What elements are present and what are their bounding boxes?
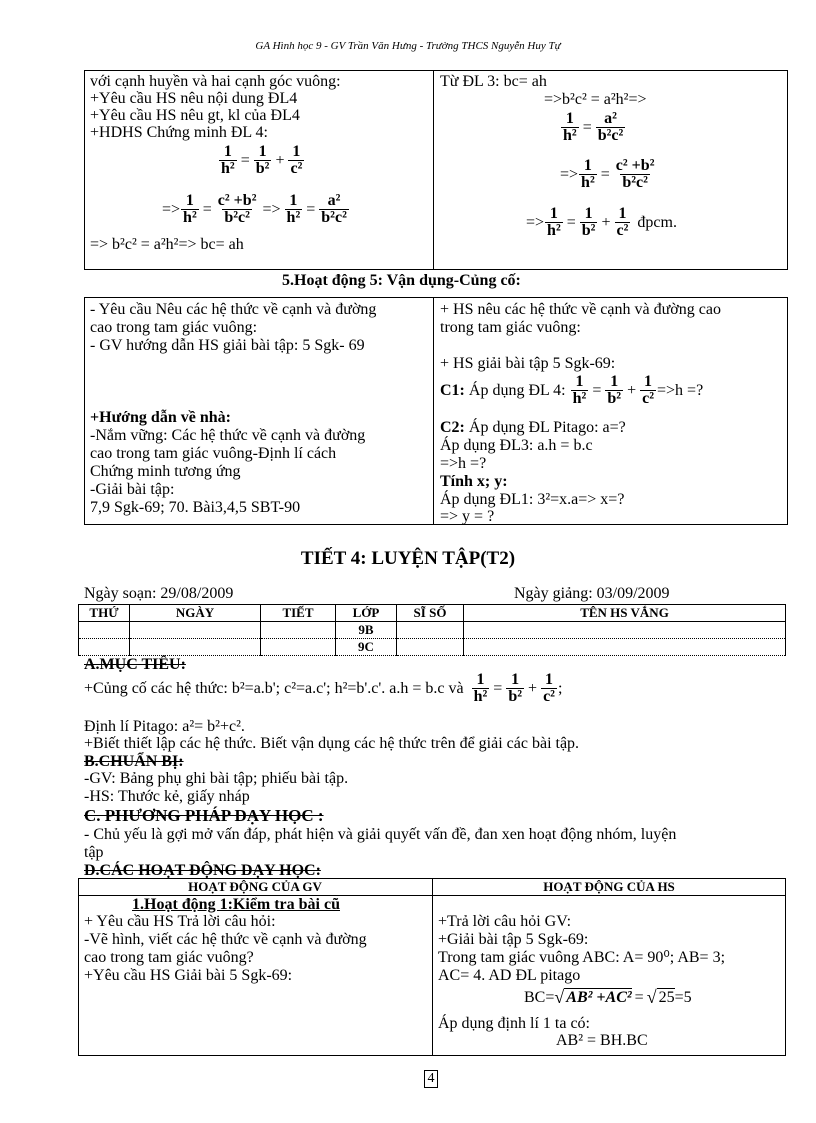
proof-right-line-2: =>b²c² = a²h²=> [544,91,647,108]
date-prepared: Ngày soạn: 29/08/2009 [84,585,234,602]
activity-1-title: 1.Hoạt động 1:Kiểm tra bài cũ [132,896,340,913]
formula-right-1: $\frac{1}{\text{h²}}$ = $\frac{\text{a²}}{\text{b²c²}}$ [563,110,624,144]
col-lop: LỚP [336,605,397,622]
a5-right-line-6: Áp dụng ĐL3: a.h = b.c [440,437,593,454]
a1-right-line-1: +Trả lời câu hỏi GV: [438,913,572,930]
a1-right-line-4: AC= 4. AD ĐL pitago [438,967,581,984]
activity-1-right [438,914,784,1054]
a5-left-line-3: - GV hướng dẫn HS giải bài tập: 5 Sgk- 69 [90,337,365,354]
formula-proof-step: => $\frac{1}{\text{h²}}$ = $\frac{\text{c² +b²}}{\text{b²c²}}$ => $\frac{1}{\text{h²}}$ = $\frac{\text{a²}}{\text{b²c²}}$ [162,192,347,226]
section-c-line-1: - Chủ yếu là gợi mở vấn đáp, phát hiện và giải quyết vấn đề, đan xen hoạt động nhóm, luyện [84,826,677,843]
proof-left-line-3: +Yêu cầu HS nêu gt, kl của ĐL4 [90,107,300,124]
a1-right-line-6: Áp dụng định lí 1 ta có: [438,1015,590,1032]
head-gv: HOẠT ĐỘNG CỦA GV [188,879,322,894]
bc-formula: BC= √ AB² +AC² = √ 25 =5 [524,987,692,1007]
a5-left-line-7: Chứng minh tương ứng [90,463,241,480]
homework-heading: +Hướng dẫn về nhà: [90,409,231,426]
a5-right-line-9: Áp dụng ĐL1: 3²=x.a=> x=? [440,491,625,508]
a5-left-line-9: 7,9 Sgk-69; 70. Bài3,4,5 SBT-90 [90,499,301,516]
date-teaching: Ngày giảng: 03/09/2009 [514,585,670,602]
class-cell: 9B [336,622,397,639]
page-number: 4 [424,1070,438,1088]
section-d-title: D.CÁC HOẠT ĐỘNG DẠY HỌC: [84,862,321,879]
table-row [79,622,786,639]
attendance-table [78,604,786,656]
a5-right-line-7: =>h =? [440,455,487,472]
a5-right-line-10: => y = ? [440,508,495,525]
c1-formula: C1: Áp dụng ĐL 4: $\frac{1}{\text{h²}}$ = $\frac{1}{\text{b²}}$ + $\frac{1}{\text{c²}}$ =>h =? [440,373,704,407]
a5-left-line-2: cao trong tam giác vuông: [90,319,258,336]
a1-right-line-7: AB² = BH.BC [556,1032,648,1049]
proof-left-column [90,74,430,268]
lesson-title: TIẾT 4: LUYỆN TẬP(T2) [300,548,516,569]
proof-right-line-1: Từ ĐL 3: bc= ah [440,73,547,90]
a5-left-line-8: -Giải bài tập: [90,481,175,498]
c2-line: C2: Áp dụng ĐL Pitago: a=? [440,419,626,436]
page-header: GA Hình học 9 - GV Trần Văn Hưng - Trường THCS Nguyễn Huy Tự [255,40,561,52]
formula-theorem-4: $\frac{1}{\text{h²}}$ = $\frac{1}{\text{b²}}$ + $\frac{1}{\text{c²}}$ [221,143,303,177]
a1-left-line-2: -Vẽ hình, viết các hệ thức về cạnh và đường [84,931,367,948]
tinh-xy-heading: Tính x; y: [440,473,508,490]
col-thu: THỨ [79,605,130,622]
proof-left-line-2: +Yêu cầu HS nêu nội dung ĐL4 [90,90,298,107]
formula-right-3: => $\frac{1}{\text{h²}}$ = $\frac{1}{\text{b²}}$ + $\frac{1}{\text{c²}}$ đpcm. [526,205,677,239]
a1-left-line-3: cao trong tam giác vuông? [84,949,254,966]
a1-right-line-2: +Giải bài tập 5 Sgk-69: [438,931,589,948]
col-ngay: NGÀY [130,605,261,622]
section-b-line-1: -GV: Bảng phụ ghi bài tập; phiếu bài tập. [84,770,349,787]
activity-table-divider [432,878,433,1056]
proof-left-last-line: => b²c² = a²h²=> bc= ah [90,236,244,253]
a5-right-line-2: trong tam giác vuông: [440,319,581,336]
section-b-title: B.CHUẨN BỊ: [84,753,184,770]
section-a-line-1: +Củng cố các hệ thức: b²=a.b'; c²=a.c'; h²=b'.c'. a.h = b.c và $\frac{1}{\text{h²}}$ = $\frac{1}{\text{b²}}$ + $\frac{1}{\text{c²}}$ ; [84,671,563,705]
a5-left-line-6: cao trong tam giác vuông-Định lí cách [90,445,337,462]
col-tiet: TIẾT [261,605,336,622]
a1-right-line-3: Trong tam giác vuông ABC: A= 90⁰; AB= 3; [438,949,726,966]
col-si-so: SĨ SỐ [397,605,464,622]
table-row [79,639,786,656]
activity-5-title: 5.Hoạt động 5: Vận dụng-Củng cố: [282,272,521,289]
a5-left-line-5: -Nắm vững: Các hệ thức về cạnh và đường [90,427,366,444]
proof-right-column [440,74,780,268]
proof-left-line-4: +HDHS Chứng minh ĐL 4: [90,124,268,141]
section-a-title: A.MỤC TIÊU: [84,656,186,673]
section-c-line-2: tập [84,844,104,861]
activity-5-right [440,301,784,525]
col-ten-hs-vang: TÊN HS VẮNG [464,605,786,622]
proof-table-divider [433,70,434,270]
section-c-title: C. PHƯƠNG PHÁP DẠY HỌC : [84,806,324,825]
formula-right-2: => $\frac{1}{\text{h²}}$ = $\frac{\text{c² +b²}}{\text{b²c²}}$ [560,157,655,191]
class-cell: 9C [336,639,397,656]
section-a-line-3: +Biết thiết lập các hệ thức. Biết vận dụng các hệ thức trên để giải các bài tập. [84,735,580,752]
activity-5-divider [433,297,434,525]
proof-left-line-1: với cạnh huyền và hai cạnh góc vuông: [90,73,341,90]
section-b-line-2: -HS: Thước kẻ, giấy nháp [84,788,250,805]
a5-left-line-1: - Yêu cầu Nêu các hệ thức về cạnh và đường [90,301,377,318]
a5-right-line-1: + HS nêu các hệ thức về cạnh và đường cao [440,301,721,318]
activity-5-left [90,302,430,522]
head-hs: HOẠT ĐỘNG CỦA HS [543,879,675,894]
a1-left-line-1: + Yêu cầu HS Trả lời câu hỏi: [84,913,276,930]
section-a-line-2: Định lí Pitago: a²= b²+c². [84,718,245,735]
a1-left-line-4: +Yêu cầu HS Giải bài 5 Sgk-69: [84,967,293,984]
activity-1-left [84,914,428,1054]
a5-right-line-3: + HS giải bài tập 5 Sgk-69: [440,355,616,372]
